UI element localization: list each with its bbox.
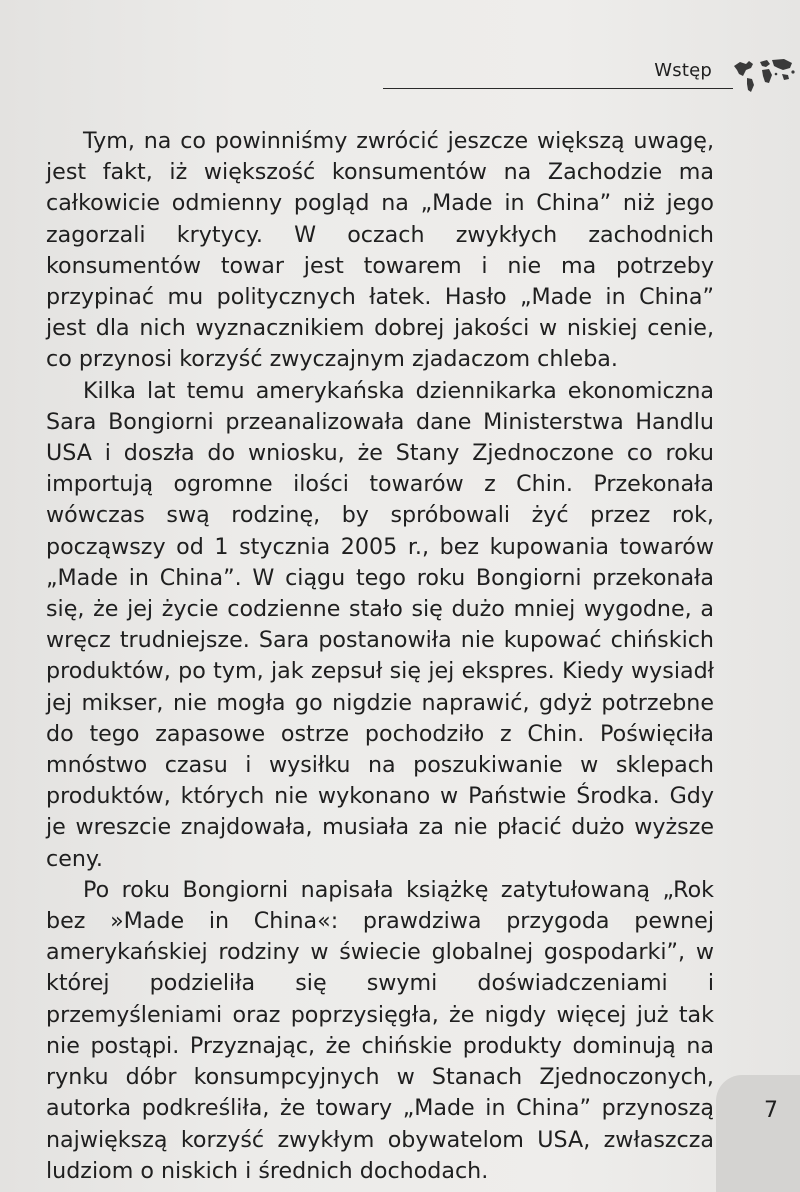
section-title: Wstęp xyxy=(654,60,712,81)
paragraph-3: Po roku Bongiorni napisała książkę zatytułowaną „Rok bez »Made in China«: prawdziwa przygoda pewnej amerykańskiej rodziny w świecie globalnej gospodarki”, w której podzieliła się swymi doświadczeniami i przemyśleniami oraz poprzysięgła, że nigdy więcej już tak nie postąpi. Przyznając, że chińskie produkty dominują na rynku dóbr konsumpcyjnych w Stanach Zjednoczonych, autorka podkreśliła, że towary „Made in China” przynoszą największą korzyść zwykłym obywatelom USA, zwłaszcza ludziom o niskich i średnich dochodach. xyxy=(46,876,714,1184)
page-number-tab xyxy=(716,1075,800,1192)
paragraph-2: Kilka lat temu amerykańska dziennikarka ekonomiczna Sara Bongiorni przeanalizowała dane Ministerstwa Handlu USA i doszła do wniosku, że Stany Zjednoczone co roku importują ogromne ilości towarów z Chin. Przekonała wówczas swą rodzinę, by spróbowali żyć przez rok, począwszy od 1 stycznia 2005 r., bez kupowania towarów „Made in China”. W ciągu tego roku Bongiorni przekonała się, że jej życie codzienne stało się dużo mniej wygodne, a wręcz trudniejsze. Sara postanowiła nie kupować chińskich produktów, po tym, jak zepsuł się jej ekspres. Kiedy wysiadł jej mikser, nie mogła go nigdzie naprawić, gdyż potrzebne do tego zapasowe ostrze pochodziło z Chin. Poświęciła mnóstwo czasu i wysiłku na poszukiwanie w sklepach produktów, których nie wykonano w Państwie Środka. Gdy je wreszcie znajdowała, musiała za nie płacić dużo wyższe ceny. xyxy=(46,377,714,872)
paragraph-1: Tym, na co powinniśmy zwrócić jeszcze większą uwagę, jest fakt, iż większość konsumentów na Zachodzie ma całkowicie odmienny pogląd na „Made in China” niż jego zagorzali krytycy. W oczach zwykłych zachodnich konsumentów towar jest towarem i nie ma potrzeby przypinać mu politycznych łatek. Hasło „Made in China” jest dla nich wyznacznikiem dobrej jakości w niskiej cenie, co przynosi korzyść zwyczajnym zjadaczom chleba. xyxy=(46,128,714,373)
header-rule xyxy=(383,88,733,89)
world-map-icon xyxy=(732,52,800,102)
body-text xyxy=(46,126,714,1187)
page-number: 7 xyxy=(764,1098,778,1123)
